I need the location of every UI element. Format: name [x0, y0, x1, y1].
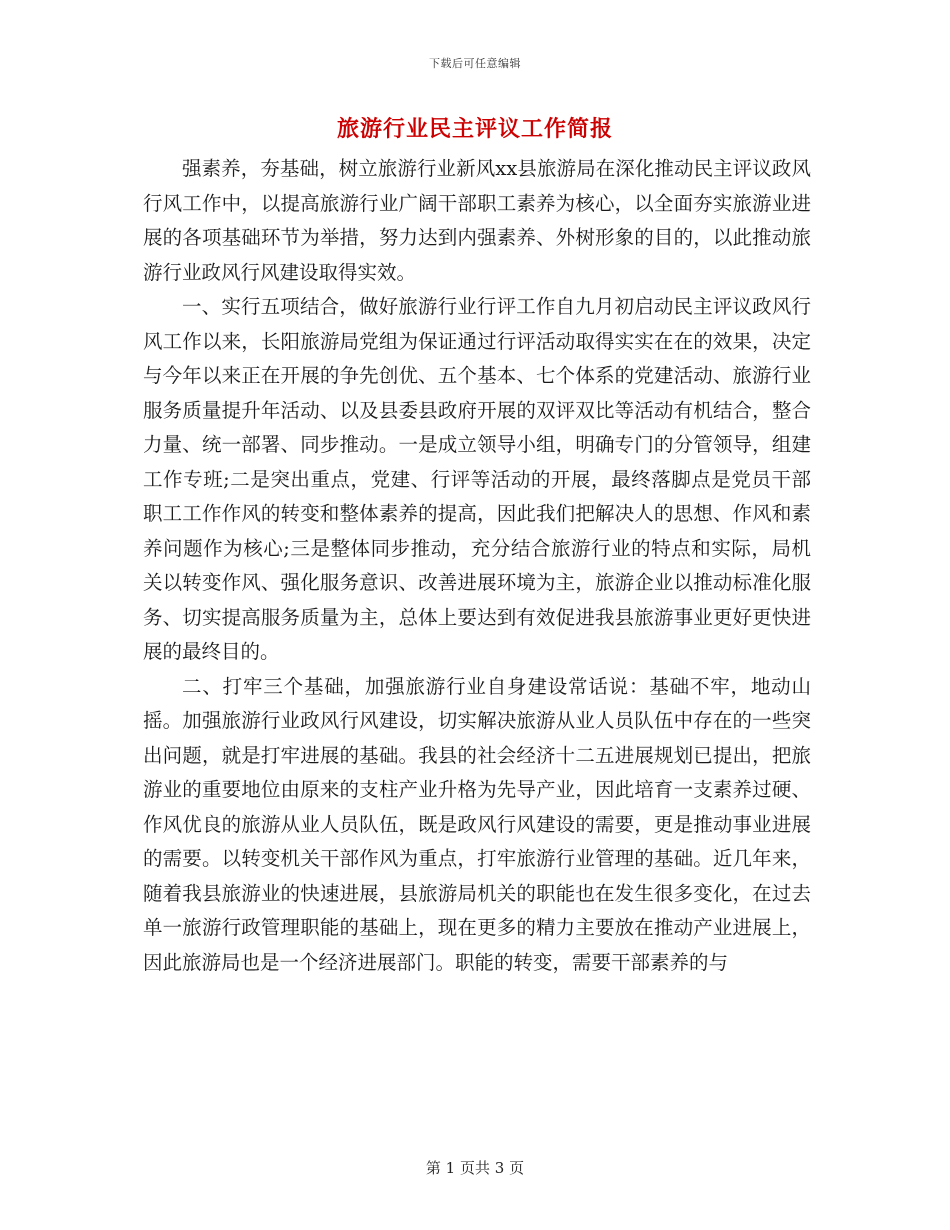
document-title: 旅游行业民主评议工作简报 — [336, 116, 613, 142]
page-number: 第 1 页共 3 页 — [425, 1159, 525, 1177]
header-note: 下载后可任意编辑 — [429, 57, 521, 70]
paragraph-intro: 强素养，夯基础，树立旅游行业新风xx县旅游局在深化推动民主评议政风行风工作中，以提高旅游行业广阔干部职工素养为核心，以全面夯实旅游业进展的各项基础环节为举措，努力达到内强素养、外树形象的目的，以此推动旅游行业政风行风建设取得实效。 — [143, 157, 811, 284]
paragraph-section-two: 二、打牢三个基础，加强旅游行业自身建设常话说：基础不牢，地动山摇。加强旅游行业政风行风建设，切实解决旅游从业人员队伍中存在的一些突出问题，就是打牢进展的基础。我县的社会经济十二五进展规划已提出，把旅游业的重要地位由原来的支柱产业升格为先导产业，因此培育一支素养过硬、作风优良的旅游从业人员队伍，既是政风行风建设的需要，更是推动事业进展的需要。以转变机关干部作风为重点，打牢旅游行业管理的基础。近几年来，随着我县旅游业的快速进展，县旅游局机关的职能也在发生很多变化，在过去单一旅游行政管理职能的基础上，现在更多的精力主要放在推动产业进展上，因此旅游局也是一个经济进展部门。职能的转变，需要干部素养的与 — [143, 674, 811, 974]
paragraph-section-one: 一、实行五项结合，做好旅游行业行评工作自九月初启动民主评议政风行风工作以来，长阳旅游局党组为保证通过行评活动取得实实在在的效果，决定与今年以来正在开展的争先创优、五个基本、七个体系的党建活动、旅游行业服务质量提升年活动、以及县委县政府开展的双评双比等活动有机结合，整合力量、统一部署、同步推动。一是成立领导小组，明确专门的分管领导，组建工作专班;二是突出重点，党建、行评等活动的开展，最终落脚点是党员干部职工工作作风的转变和整体素养的提高，因此我们把解决人的思想、作风和素养问题作为核心;三是整体同步推动，充分结合旅游行业的特点和实际，局机关以转变作风、强化服务意识、改善进展环境为主，旅游企业以推动标准化服务、切实提高服务质量为主，总体上要达到有效促进我县旅游事业更好更快进展的最终目的。 — [143, 295, 811, 663]
document-body — [143, 152, 811, 980]
